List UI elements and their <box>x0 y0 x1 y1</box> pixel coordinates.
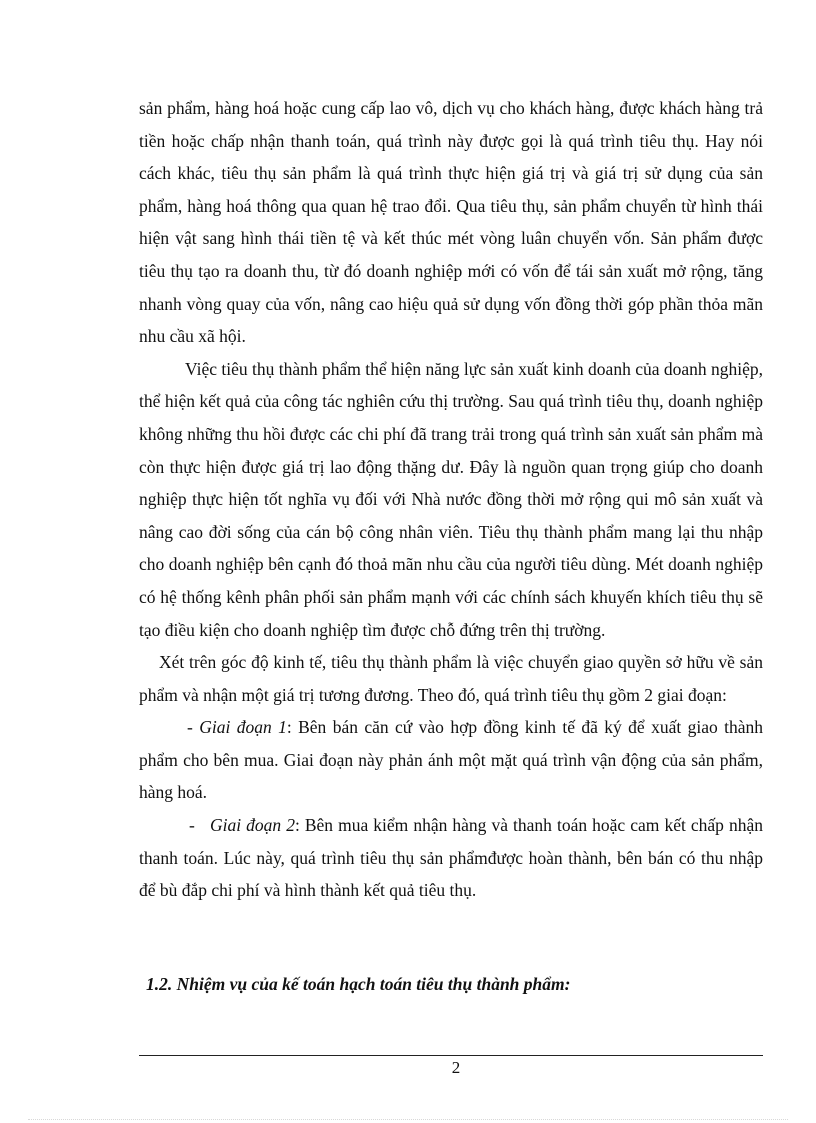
phase-2-item <box>139 809 763 907</box>
phase-1-dash: - <box>187 717 200 738</box>
paragraph-3: Xét trên góc độ kinh tế, tiêu thụ thành phẩm là việc chuyển giao quyền sở hữu về sản phẩm và nhận một giá trị tương đương. Theo đó, quá trình tiêu thụ gồm 2 giai đoạn: <box>139 652 763 705</box>
paragraph-1: sản phẩm, hàng hoá hoặc cung cấp lao vô, dịch vụ cho khách hàng, được khách hàng trả tiền hoặc chấp nhận thanh toán, quá trình này được gọi là quá trình tiêu thụ. Hay nói cách khác, tiêu thụ sản phẩm là quá trình thực hiện giá trị và giá trị sử dụng của sản phẩm, hàng hoá thông qua quan hệ trao đổi. Qua tiêu thụ, sản phẩm chuyển từ hình thái hiện vật sang hình thái tiền tệ và kết thúc mét vòng luân chuyển vốn. Sản phẩm được tiêu thụ tạo ra doanh thu, từ đó doanh nghiệp mới có vốn để tái sản xuất mở rộng, tăng nhanh vòng quay của vốn, nâng cao hiệu quả sử dụng vốn đồng thời góp phần thỏa mãn nhu cầu xã hội. <box>139 98 763 347</box>
paragraph-2: Việc tiêu thụ thành phẩm thể hiện năng lực sản xuất kinh doanh của doanh nghiệp, thể hiện kết quả của công tác nghiên cứu thị trường. Sau quá trình tiêu thụ, doanh nghiệp không những thu hồi được các chi phí đã trang trải trong quá trình sản xuất sản phẩm mà còn thực hiện được giá trị lao động thặng dư. Đây là nguồn quan trọng giúp cho doanh nghiệp thực hiện tốt nghĩa vụ đối với Nhà nước đồng thời mở rộng qui mô sản xuất và nâng cao đời sống của cán bộ công nhân viên. Tiêu thụ thành phẩm mang lại thu nhập cho doanh nghiệp bên cạnh đó thoả mãn nhu cầu của người tiêu dùng. Mét doanh nghiệp có hệ thống kênh phân phối sản phẩm mạnh với các chính sách khuyến khích tiêu thụ sẽ tạo điều kiện cho doanh nghiệp tìm được chỗ đứng trên thị trường. <box>139 358 764 640</box>
phase-2-text: : Bên mua kiểm nhận hàng và thanh toán hoặc cam kết chấp nhận thanh toán. Lúc này, quá trình tiêu thụ sản phẩmđược hoàn thành, bên bán có thu nhập để bù đắp chi phí và hình thành kết quả tiêu thụ. <box>139 815 763 901</box>
phase-2-label: Giai đoạn 2 <box>209 815 295 836</box>
body-text <box>139 92 763 907</box>
section-heading: 1.2. Nhiệm vụ của kế toán hạch toán tiêu thụ thành phẩm: <box>146 974 571 994</box>
phase-1-item <box>139 711 763 809</box>
page-number: 2 <box>451 1058 461 1077</box>
phase-1-label: Giai đoạn 1 <box>199 717 287 738</box>
page-edge-divider <box>28 1119 788 1120</box>
phase-2-dash: - <box>189 815 210 836</box>
phase-1-text: : Bên bán căn cứ vào hợp đồng kinh tế đã ký để xuất giao thành phẩm cho bên mua. Giai đoạn này phản ánh một mặt quá trình vận động của sản phẩm, hàng hoá. <box>139 717 763 803</box>
